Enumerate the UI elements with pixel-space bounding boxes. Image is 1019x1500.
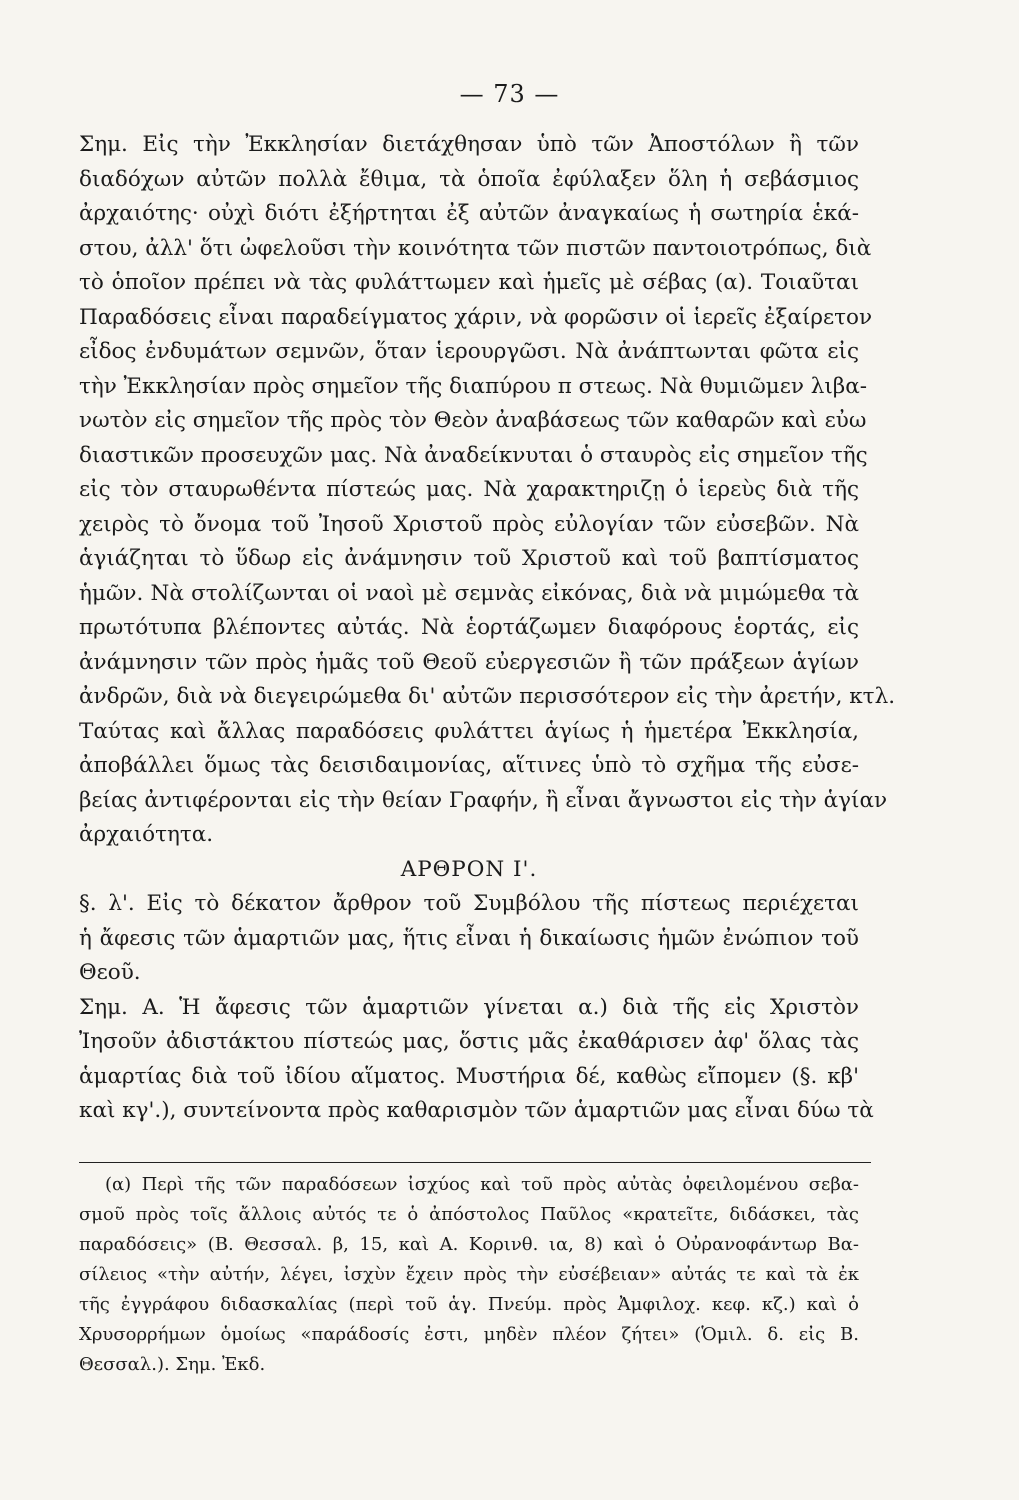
text-line: Σημ. Εἰς τὴν Ἐκκλησίαν διετάχθησαν ὑπὸ τῶν Ἀποστόλων ἢ τῶν xyxy=(79,132,859,157)
footnote-line: σμοῦ πρὸς τοῖς ἄλλοις αὐτός τε ὁ ἀπόστολος Παῦλος «κρατεῖτε, διδάσκει, τὰς xyxy=(79,1204,859,1225)
text-line: τὴν Ἐκκλησίαν πρὸς σημεῖον τῆς διαπύρου π στεως. Νὰ θυμιῶμεν λιβα- xyxy=(79,373,868,399)
text-line: ἁγιάζηται τὸ ὕδωρ εἰς ἀνάμνησιν τοῦ Χριστοῦ καὶ τοῦ βαπτίσματος xyxy=(79,546,859,571)
text-line: Θεοῦ. xyxy=(79,960,141,985)
text-line: χειρὸς τὸ ὄνομα τοῦ Ἰησοῦ Χριστοῦ πρὸς εὐλογίαν τῶν εὐσεβῶν. Νὰ xyxy=(79,511,859,537)
text-line: εἰς τὸν σταυρωθέντα πίστεώς μας. Νὰ χαρακτηριζῃ ὁ ἱερεὺς διὰ τῆς xyxy=(79,477,859,502)
article-heading: ΑΡΘΡΟΝ Ι'. xyxy=(400,856,538,882)
remark-paragraph xyxy=(79,128,896,853)
text-line: ἀρχαιότης· οὐχὶ διότι ἐξήρτηται ἐξ αὐτῶν ἀναγκαίως ἡ σωτηρία ἑκά- xyxy=(79,201,859,226)
text-line: Ἰησοῦν ἀδιστάκτου πίστεώς μας, ὅστις μᾶς ἐκαθάρισεν ἀφ' ὅλας τὰς xyxy=(79,1029,859,1054)
footnote-line: Χρυσορρήμων ὁμοίως «παράδοσίς ἐστι, μηδὲν πλέον ζήτει» (Ὁμιλ. δ. εἰς Β. xyxy=(79,1324,859,1345)
text-line: διαστικῶν προσευχῶν μας. Νὰ ἀναδείκνυται ὁ σταυρὸς εἰς σημεῖον τῆς xyxy=(79,442,868,468)
text-line: Ταύτας καὶ ἄλλας παραδόσεις φυλάττει ἁγίως ἡ ἡμετέρα Ἐκκλησία, xyxy=(79,718,859,744)
footnote-line: σίλειος «τὴν αὐτήν, λέγει, ἰσχὺν ἔχειν πρὸς τὴν εὐσέβειαν» αὐτάς τε καὶ τὰ ἐκ xyxy=(79,1264,859,1285)
note-paragraph xyxy=(79,991,874,1129)
text-line: τὸ ὁποῖον πρέπει νὰ τὰς φυλάττωμεν καὶ ἡμεῖς μὲ σέβας (α). Τοιαῦται xyxy=(79,270,859,295)
text-line: διαδόχων αὐτῶν πολλὰ ἔθιμα, τὰ ὁποῖα ἐφύλαξεν ὅλη ἡ σεβάσμιος xyxy=(79,166,859,192)
text-line: ἁμαρτίας διὰ τοῦ ἰδίου αἵματος. Μυστήρια δέ, καθὼς εἴπομεν (§. κβ' xyxy=(79,1063,859,1089)
text-line: εἶδος ἐνδυμάτων σεμνῶν, ὅταν ἱερουργῶσι. Νὰ ἀνάπτωνται φῶτα εἰς xyxy=(79,339,859,364)
text-line: πρωτότυπα βλέποντες αὐτάς. Νὰ ἑορτάζωμεν διαφόρους ἑορτάς, εἰς xyxy=(79,615,859,640)
footnote-block xyxy=(79,1170,859,1380)
footnote-line: Θεσσαλ.). Σημ. Ἐκδ. xyxy=(79,1354,266,1375)
text-line: καὶ κγ'.), συντείνοντα πρὸς καθαρισμὸν τῶν ἁμαρτιῶν μας εἶναι δύω τὰ xyxy=(79,1098,874,1123)
footnote-line: παραδόσεις» (Β. Θεσσαλ. β, 15, καὶ Α. Κορινθ. ια, 8) καὶ ὁ Οὐρανοφάντωρ Βα- xyxy=(79,1234,859,1255)
text-line: βείας ἀντιφέρονται εἰς τὴν θείαν Γραφήν, ἢ εἶναι ἄγνωστοι εἰς τὴν ἁγίαν xyxy=(79,787,888,813)
footnote-line: (α) Περὶ τῆς τῶν παραδόσεων ἰσχύος καὶ τοῦ πρὸς αὐτὰς ὀφειλομένου σεβα- xyxy=(105,1174,859,1195)
text-line: νωτὸν εἰς σημεῖον τῆς πρὸς τὸν Θεὸν ἀναβάσεως τῶν καθαρῶν καὶ εὐω xyxy=(79,408,867,433)
article-paragraph xyxy=(79,887,859,991)
page-number: — 73 — xyxy=(459,80,560,108)
text-line: στου, ἀλλ' ὅτι ὠφελοῦσι τὴν κοινότητα τῶν πιστῶν παντοιοτρόπως, διὰ xyxy=(79,235,872,261)
text-line: ἡ ἄφεσις τῶν ἁμαρτιῶν μας, ἥτις εἶναι ἡ δικαίωσις ἡμῶν ἐνώπιον τοῦ xyxy=(79,925,859,951)
text-line: ἀποβάλλει ὅμως τὰς δεισιδαιμονίας, αἵτινες ὑπὸ τὸ σχῆμα τῆς εὐσε- xyxy=(79,753,859,778)
text-line: ἡμῶν. Νὰ στολίζωνται οἱ ναοὶ μὲ σεμνὰς εἰκόνας, διὰ νὰ μιμώμεθα τὰ xyxy=(79,580,859,606)
text-line: Παραδόσεις εἶναι παραδείγματος χάριν, νὰ φορῶσιν οἱ ἱερεῖς ἐξαίρετον xyxy=(79,304,873,330)
text-line: ἀνάμνησιν τῶν πρὸς ἡμᾶς τοῦ Θεοῦ εὐεργεσιῶν ἢ τῶν πράξεων ἁγίων xyxy=(79,649,859,675)
text-line: §. λ'. Εἰς τὸ δέκατον ἄρθρον τοῦ Συμβόλου τῆς πίστεως περιέχεται xyxy=(79,891,859,916)
body-text xyxy=(79,128,896,1129)
footnote-divider xyxy=(79,1162,871,1163)
text-line: ἀρχαιότητα. xyxy=(79,822,214,847)
text-line: Σημ. Α. Ἡ ἄφεσις τῶν ἁμαρτιῶν γίνεται α.) διὰ τῆς εἰς Χριστὸν xyxy=(79,994,859,1020)
footnote-line: τῆς ἐγγράφου διδασκαλίας (περὶ τοῦ ἁγ. Πνεύμ. πρὸς Ἀμφιλοχ. κεφ. κζ.) καὶ ὁ xyxy=(79,1294,859,1315)
text-line: ἀνδρῶν, διὰ νὰ διεγειρώμεθα δι' αὐτῶν περισσότερον εἰς τὴν ἀρετήν, κτλ. xyxy=(79,684,896,709)
